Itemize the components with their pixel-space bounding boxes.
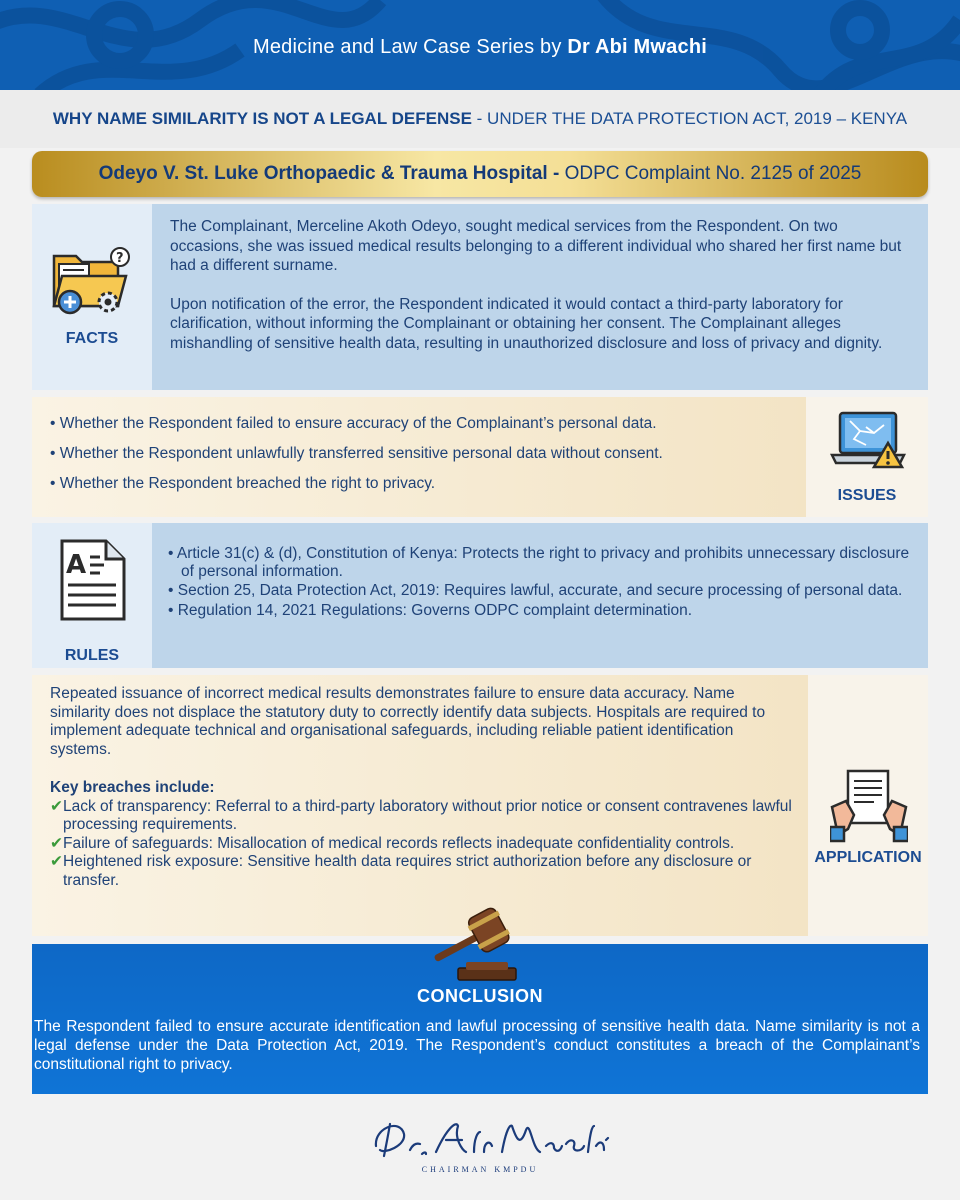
facts-icon-cell bbox=[32, 204, 152, 390]
application-section bbox=[32, 675, 928, 936]
facts-text bbox=[152, 204, 928, 390]
subtitle-bar bbox=[0, 90, 960, 148]
key-breaches-title: Key breaches include: bbox=[50, 779, 215, 796]
conclusion-title: CONCLUSION bbox=[417, 986, 543, 1006]
svg-text:A: A bbox=[66, 550, 87, 580]
document-text-icon bbox=[58, 537, 128, 623]
breach-item bbox=[50, 835, 798, 854]
rule-item: • Article 31(c) & (d), Constitution of Kenya: Protects the right to privacy and prohibits unnecessary disclosure of personal information. bbox=[168, 545, 910, 580]
signature bbox=[370, 1110, 610, 1166]
issue-item: • Whether the Respondent failed to ensure accuracy of the Complainant’s personal data. bbox=[50, 415, 657, 432]
case-title bbox=[32, 163, 928, 185]
issues-label: ISSUES bbox=[837, 487, 897, 504]
check-icon: ✔ bbox=[50, 853, 63, 870]
case-number: ODPC Complaint No. 2125 of 2025 bbox=[559, 163, 862, 184]
header-title bbox=[0, 36, 960, 59]
breach-item bbox=[50, 798, 798, 835]
rules-section bbox=[32, 523, 928, 668]
page-subtitle bbox=[0, 109, 960, 129]
facts-section bbox=[32, 204, 928, 390]
folder-settings-icon bbox=[50, 246, 132, 318]
facts-paragraph: Upon notification of the error, the Respondent indicated it would contact a third-party laboratory for clarification, without informing the Complainant or obtaining her consent. The Complainant alleges mishandling of sensitive health data, resulting in unauthorized disclosure and loss of privacy and dignity. bbox=[170, 295, 883, 352]
rules-list bbox=[152, 523, 928, 668]
breach-text: Lack of transparency: Referral to a third-party laboratory without prior notice or consent contravenes lawful processing requirements. bbox=[63, 797, 792, 833]
header-title-prefix: Medicine and Law Case Series by bbox=[253, 36, 568, 58]
issue-item: • Whether the Respondent unlawfully transferred sensitive personal data without consent. bbox=[50, 445, 663, 462]
breach-item bbox=[50, 853, 798, 890]
broken-laptop-warning-icon bbox=[830, 409, 908, 475]
case-name: Odeyo V. St. Luke Orthopaedic & Trauma Hospital - bbox=[98, 163, 560, 184]
check-icon: ✔ bbox=[50, 797, 63, 815]
header-banner bbox=[0, 0, 960, 90]
breach-text: Failure of safeguards: Misallocation of medical records reflects inadequate confidentiality controls. bbox=[63, 834, 735, 852]
check-icon: ✔ bbox=[50, 834, 63, 852]
hands-document-icon bbox=[830, 767, 908, 843]
case-banner bbox=[32, 151, 928, 197]
conclusion-text: The Respondent failed to ensure accurate identification and lawful processing of sensitive health data. Name similarity is not a legal defense under the Data Protection Act, 2019. The Respondent’s conduct constitutes a breach of the Complainant’s constitutional right to privacy. bbox=[34, 1018, 920, 1073]
gavel-icon bbox=[420, 904, 530, 984]
issue-item: • Whether the Respondent breached the right to privacy. bbox=[50, 475, 436, 492]
issues-section bbox=[32, 397, 928, 517]
signature-title: CHAIRMAN KMPDU bbox=[421, 1165, 539, 1174]
breach-text: Heightened risk exposure: Sensitive health data requires strict authorization before any disclosure or transfer. bbox=[63, 853, 752, 889]
subtitle-bold: WHY NAME SIMILARITY IS NOT A LEGAL DEFENSE bbox=[52, 109, 472, 128]
header-author: Dr Abi Mwachi bbox=[567, 36, 707, 58]
application-intro: Repeated issuance of incorrect medical results demonstrates failure to ensure data accuracy. Name similarity does not displace the statutory duty to correctly identify data subjects. Hospitals are required to implement adequate technical and organisational safeguards, including reliable patient identification systems. bbox=[50, 685, 766, 758]
issues-icon-cell bbox=[806, 397, 928, 517]
facts-paragraph: The Complainant, Merceline Akoth Odeyo, sought medical services from the Respondent. On two occasions, she was issued medical results belonging to a different individual who shared her first name but had a different surname. bbox=[170, 218, 902, 274]
rules-label: RULES bbox=[64, 647, 120, 664]
subtitle-rest: - UNDER THE DATA PROTECTION ACT, 2019 – KENYA bbox=[471, 109, 908, 128]
facts-label: FACTS bbox=[65, 330, 119, 347]
application-label: APPLICATION bbox=[814, 849, 922, 866]
issues-list bbox=[32, 397, 806, 517]
rules-icon-cell bbox=[32, 523, 152, 668]
application-icon-cell bbox=[808, 675, 928, 936]
application-text bbox=[32, 675, 808, 936]
svg-text:?: ? bbox=[116, 251, 124, 266]
rule-item: • Regulation 14, 2021 Regulations: Governs ODPC complaint determination. bbox=[168, 601, 693, 619]
rule-item: • Section 25, Data Protection Act, 2019: Requires lawful, accurate, and secure processing of personal data. bbox=[168, 582, 903, 599]
